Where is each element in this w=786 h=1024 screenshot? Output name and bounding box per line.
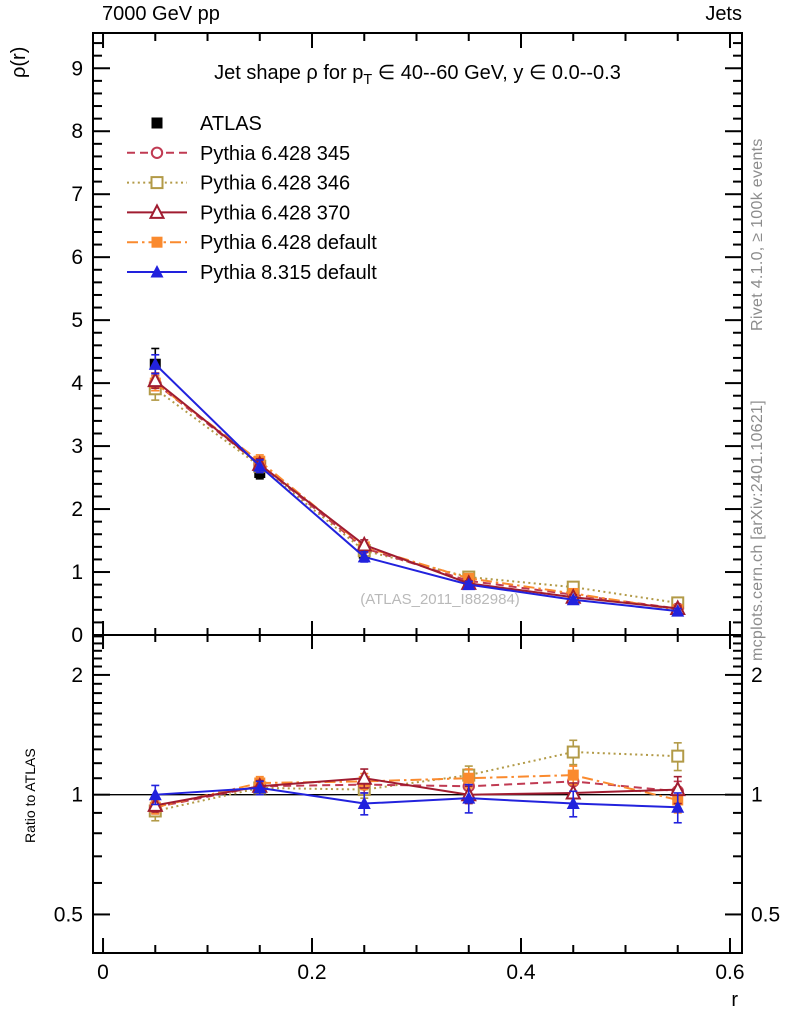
main-panel-border <box>93 33 742 635</box>
legend <box>127 113 377 284</box>
legend-label: Pythia 6.428 370 <box>200 202 351 225</box>
legend-label: ATLAS <box>200 113 262 135</box>
tick-label: 3 <box>71 435 83 459</box>
legend-item-pythia-6-428-default <box>127 232 377 254</box>
legend-label: Pythia 6.428 346 <box>200 172 351 195</box>
legend-item-pythia-6-428-370 <box>127 202 350 224</box>
axis-tick-labels <box>54 57 780 1011</box>
axis-ticks <box>94 34 741 953</box>
tick-label: 0 <box>97 961 109 984</box>
series-atlas <box>150 348 683 614</box>
tick-label: 4 <box>71 372 83 396</box>
rivet-version-note: Rivet 4.1.0, ≥ 100k events <box>749 138 766 331</box>
panel-borders <box>93 33 742 953</box>
x-axis-unit-label: r <box>731 989 738 1011</box>
legend-item-atlas <box>152 113 262 135</box>
legend-item-pythia-6-428-345 <box>127 143 350 165</box>
tick-label: 1 <box>751 783 763 807</box>
main-y-axis-label: ρ(r) <box>8 46 30 78</box>
tick-label: 2 <box>71 663 83 687</box>
ratio-panel-border <box>93 635 742 953</box>
legend-label: Pythia 6.428 default <box>200 232 377 255</box>
tick-label: 0 <box>71 624 83 647</box>
plot-title-pre: Jet shape ρ for p <box>214 62 364 84</box>
tick-label: 0.5 <box>53 903 83 927</box>
tick-label: 5 <box>71 309 83 333</box>
tick-label: 1 <box>71 561 83 585</box>
tick-label: 0.4 <box>506 961 536 984</box>
tick-label: 7 <box>71 183 83 207</box>
analysis-type-label: Jets <box>705 3 742 25</box>
plot-title <box>93 60 742 88</box>
plot-title-sub: T <box>363 72 373 88</box>
legend-label: Pythia 8.315 default <box>200 262 377 284</box>
tick-label: 8 <box>71 120 83 144</box>
tick-label: 1 <box>71 783 83 807</box>
tick-label: 0.2 <box>297 961 327 984</box>
tick-label: 2 <box>751 663 763 687</box>
legend-item-pythia-8-315-default <box>127 262 377 284</box>
legend-item-pythia-6-428-346 <box>127 173 350 195</box>
tick-label: 9 <box>71 57 83 81</box>
tick-label: 2 <box>71 498 83 522</box>
mcplots-arxiv-note: mcplots.cern.ch [arXiv:2401.10621] <box>749 399 766 661</box>
analysis-id-watermark: (ATLAS_2011_I882984) <box>360 591 520 608</box>
tick-label: 0.5 <box>751 903 781 927</box>
beam-energy-label: 7000 GeV pp <box>102 3 220 25</box>
ratio-y-axis-label: Ratio to ATLAS <box>22 748 38 843</box>
tick-label: 0.6 <box>715 961 745 984</box>
legend-label: Pythia 6.428 345 <box>200 142 351 165</box>
tick-label: 6 <box>71 246 83 270</box>
plot-title-post: ∈ 40--60 GeV, y ∈ 0.0--0.3 <box>372 62 621 84</box>
